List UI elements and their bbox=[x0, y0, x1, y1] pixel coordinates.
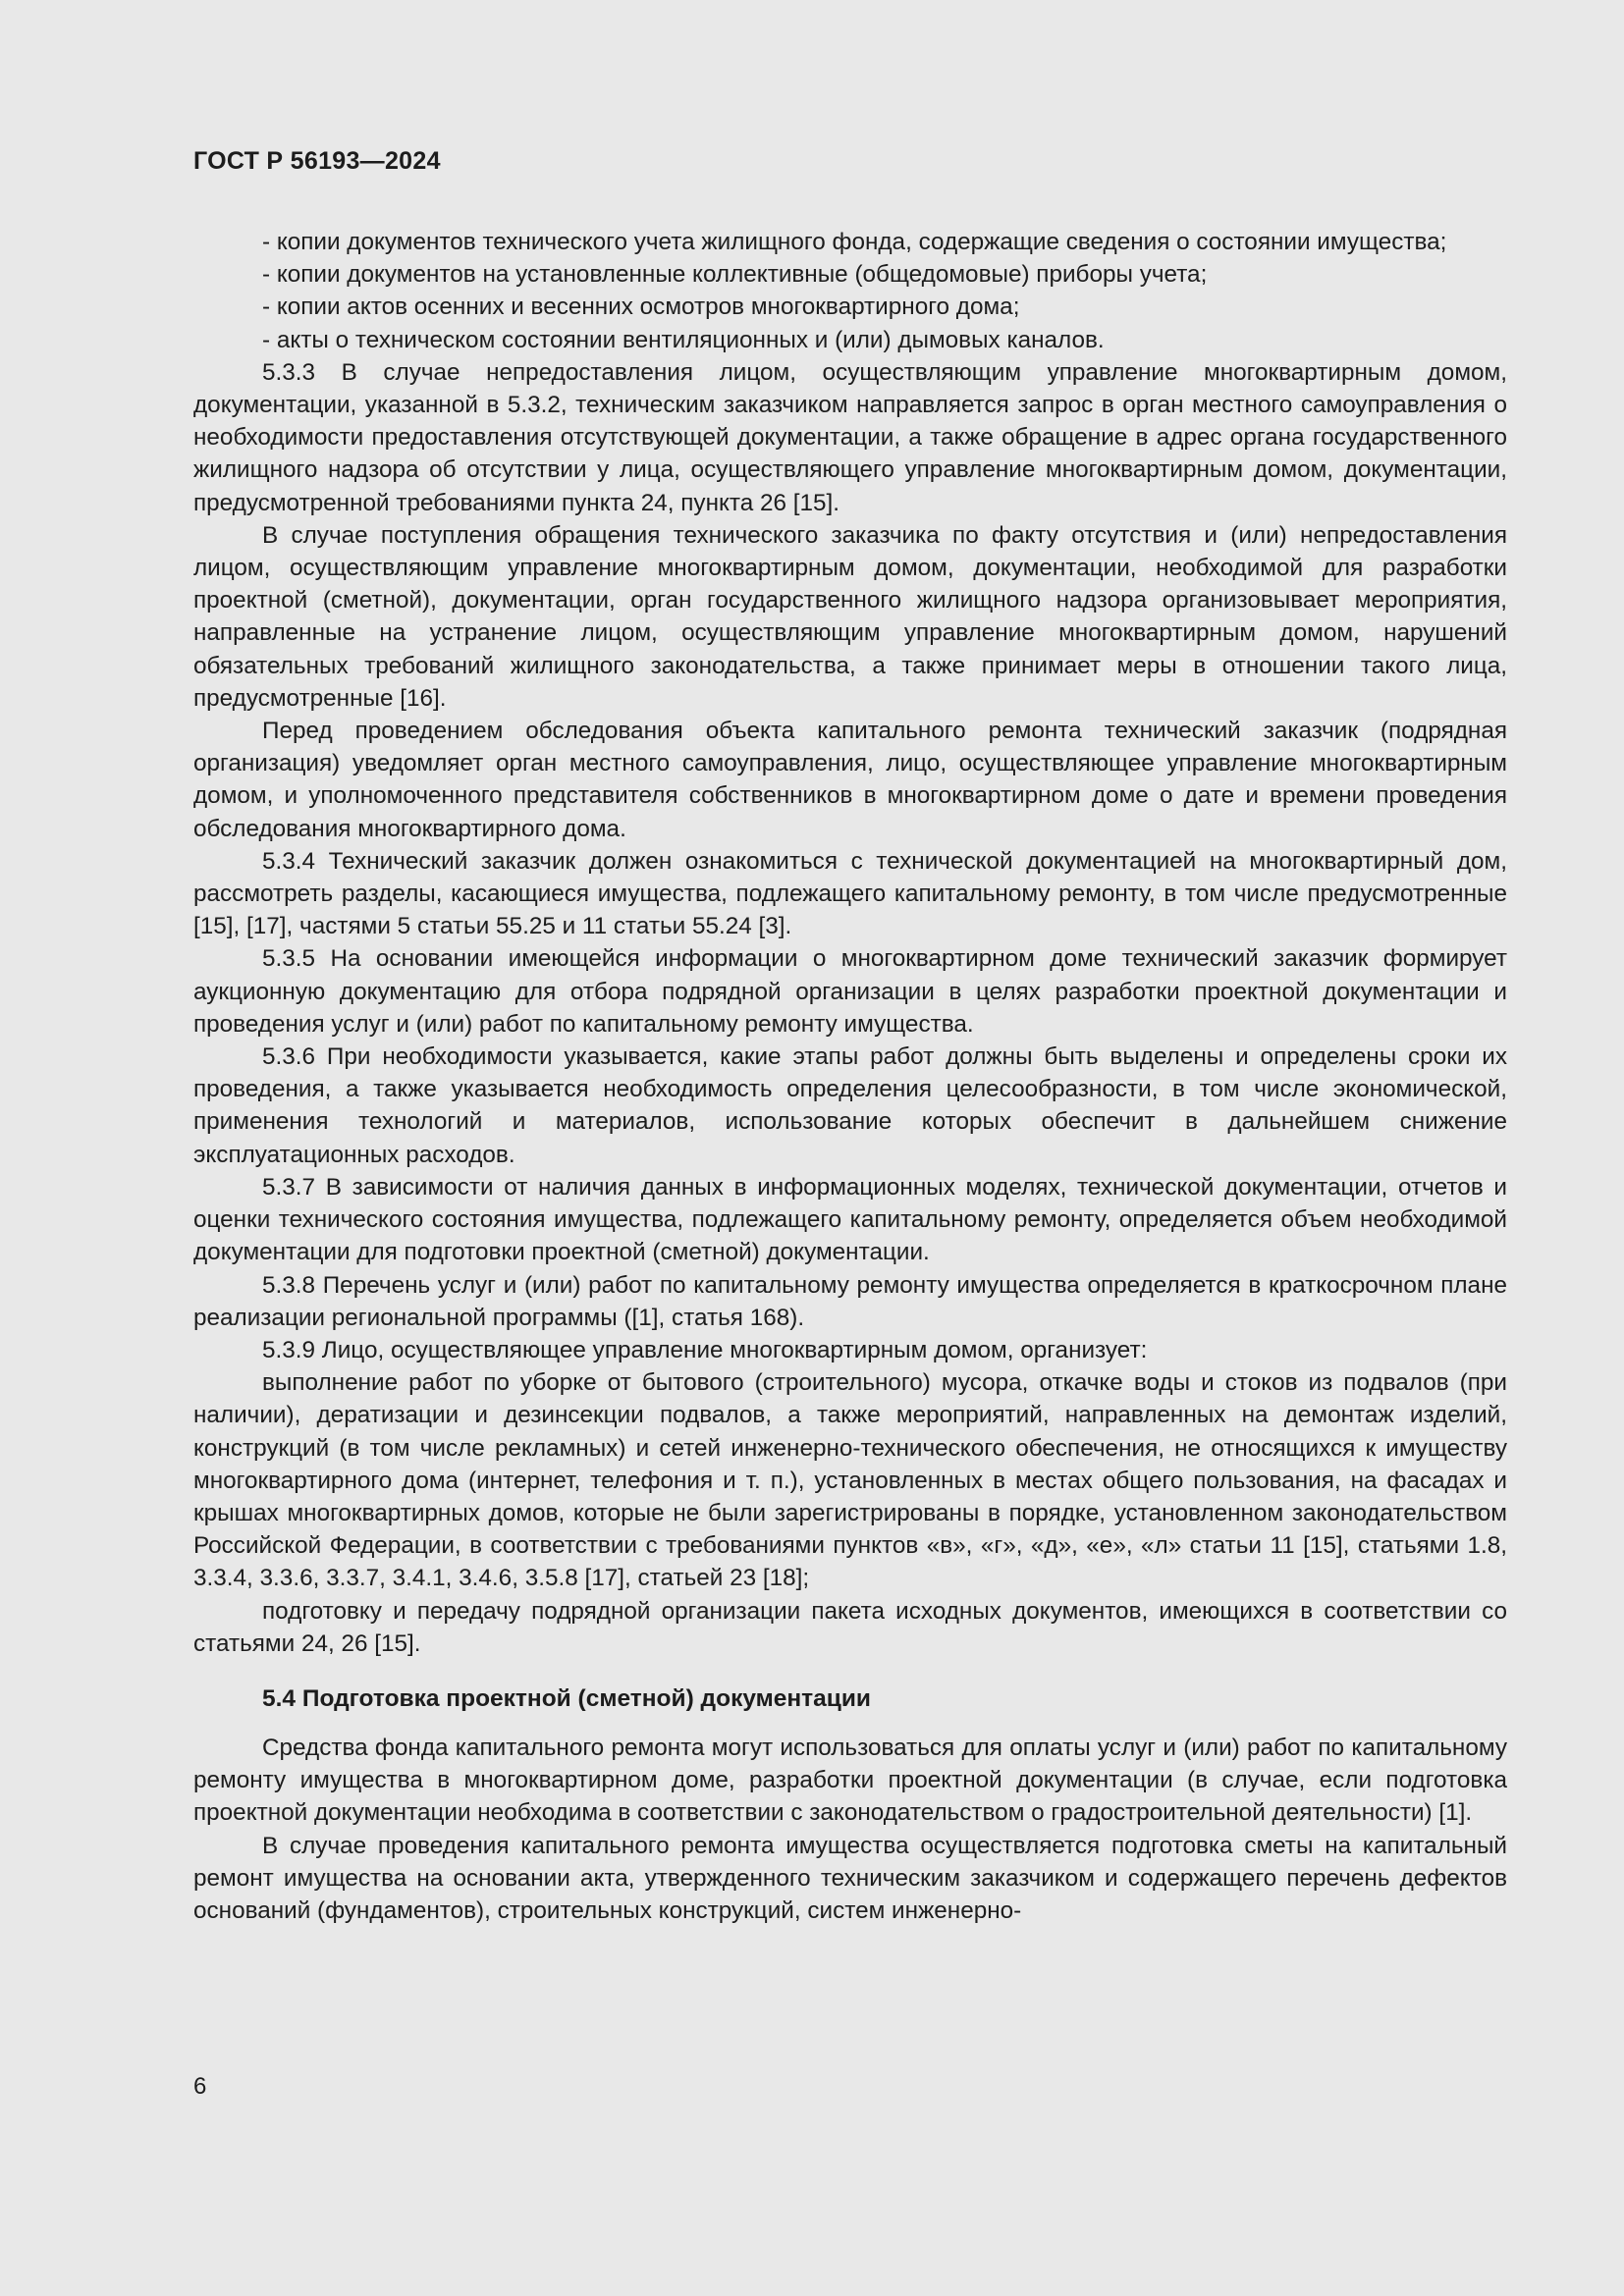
paragraph-list-item: - копии документов технического учета жилищного фонда, содержащие сведения о состоянии имущества; bbox=[262, 229, 1447, 255]
paragraph: В случае проведения капитального ремонта имущества осуществляется подготовка сметы на капитальный ремонт имущества на основании акта, утвержденного техническим заказчиком и содержащего перечень дефектов оснований (фундаментов), строительных конструкций, систем инженерно- bbox=[193, 1832, 1507, 1924]
paragraph-list-item: - копии актов осенних и весенних осмотров многоквартирного дома; bbox=[262, 294, 1020, 321]
paragraph-5-3-6: 5.3.6 При необходимости указывается, какие этапы работ должны быть выделены и определены сроки их проведения, а также указывается необходимость определения целесообразности, в том числе экономической, применения технологий и материалов, использование которых обеспечит в дальнейшем снижение эксплуатационных расходов. bbox=[193, 1043, 1507, 1168]
paragraph-5-3-4: 5.3.4 Технический заказчик должен ознакомиться с технической документацией на многоквартирный дом, рассмотреть разделы, касающиеся имущества, подлежащего капитальному ремонту, в том числе предусмотренные [15], [17], частями 5 статьи 55.25 и 11 статьи 55.24 [3]. bbox=[193, 847, 1507, 940]
paragraph-5-3-5: 5.3.5 На основании имеющейся информации о многоквартирном доме технический заказчик формирует аукционную документацию для отбора подрядной организации в целях разработки проектной документации и проведения услуг и (или) работ по капитальному ремонту имущества. bbox=[193, 945, 1507, 1038]
paragraph-5-3-7: 5.3.7 В зависимости от наличия данных в информационных моделях, технической документации, отчетов и оценки технического состояния имущества, подлежащего капитальному ремонту, определяется объем необходимой документации для подготовки проектной (сметной) документации. bbox=[193, 1173, 1507, 1266]
section-heading-5-4: 5.4 Подготовка проектной (сметной) документации bbox=[262, 1684, 871, 1712]
paragraph: Средства фонда капитального ремонта могут использоваться для оплаты услуг и (или) работ по капитальному ремонту имущества в многоквартирном доме, разработки проектной документации (в случае, если подготовка проектной документации необходима в соответствии с законодательством о градостроительной деятельности) [1]. bbox=[193, 1734, 1507, 1827]
paragraph: Перед проведением обследования объекта капитального ремонта технический заказчик (подрядная организация) уведомляет орган местного самоуправления, лицо, осуществляющее управление многоквартирным домом, и уполномоченного представителя собственников в многоквартирном доме о дате и времени проведения обследования многоквартирного дома. bbox=[193, 718, 1507, 842]
paragraph: В случае поступления обращения технического заказчика по факту отсутствия и (или) непредоставления лицом, осуществляющим управление многоквартирным домом, документации, необходимой для разработки проектной (сметной), документации, орган государственного жилищного надзора организовывает мероприятия, направленные на устранение лицом, осуществляющим управление многоквартирным домом, нарушений обязательных требований жилищного законодательства, а также принимает меры в отношении такого лица, предусмотренные [16]. bbox=[193, 521, 1507, 712]
paragraph: выполнение работ по уборке от бытового (строительного) мусора, откачке воды и стоков из подвалов (при наличии), дератизации и дезинсекции подвалов, а также мероприятий, направленных на демонтаж изделий, конструкций (в том числе рекламных) и сетей инженерно-технического обеспечения, не относящихся к имуществу многоквартирного дома (интернет, телефония и т. п.), установленных в местах общего пользования, на фасадах и крышах многоквартирных домов, которые не были зарегистрированы в порядке, установленном законодательством Российской Федерации, в соответствии с требованиями пунктов «в», «г», «д», «е», «л» статьи 11 [15], статьями 1.8, 3.3.4, 3.3.6, 3.3.7, 3.4.1, 3.4.6, 3.5.8 [17], статьей 23 [18]; bbox=[193, 1369, 1507, 1592]
page-number: 6 bbox=[193, 2073, 207, 2100]
paragraph-list-item: - копии документов на установленные коллективные (общедомовые) приборы учета; bbox=[262, 261, 1208, 289]
document-body bbox=[193, 226, 1507, 1927]
paragraph-5-3-9: 5.3.9 Лицо, осуществляющее управление многоквартирным домом, организует: bbox=[262, 1336, 1148, 1363]
paragraph-list-item: - акты о техническом состоянии вентиляционных и (или) дымовых каналов. bbox=[262, 326, 1105, 353]
paragraph-5-3-3: 5.3.3 В случае непредоставления лицом, осуществляющим управление многоквартирным домом, документации, указанной в 5.3.2, техническим заказчиком направляется запрос в орган местного самоуправления о необходимости предоставления отсутствующей документации, а также обращение в адрес органа государственного жилищного надзора об отсутствии у лица, осуществляющего управление многоквартирным домом, документации, предусмотренной требованиями пункта 24, пункта 26 [15]. bbox=[193, 358, 1507, 516]
paragraph: подготовку и передачу подрядной организации пакета исходных документов, имеющихся в соответствии со статьями 24, 26 [15]. bbox=[193, 1597, 1507, 1657]
document-code-header: ГОСТ Р 56193—2024 bbox=[193, 147, 441, 175]
paragraph-5-3-8: 5.3.8 Перечень услуг и (или) работ по капитальному ремонту имущества определяется в краткосрочном плане реализации региональной программы ([1], статья 168). bbox=[193, 1271, 1507, 1331]
